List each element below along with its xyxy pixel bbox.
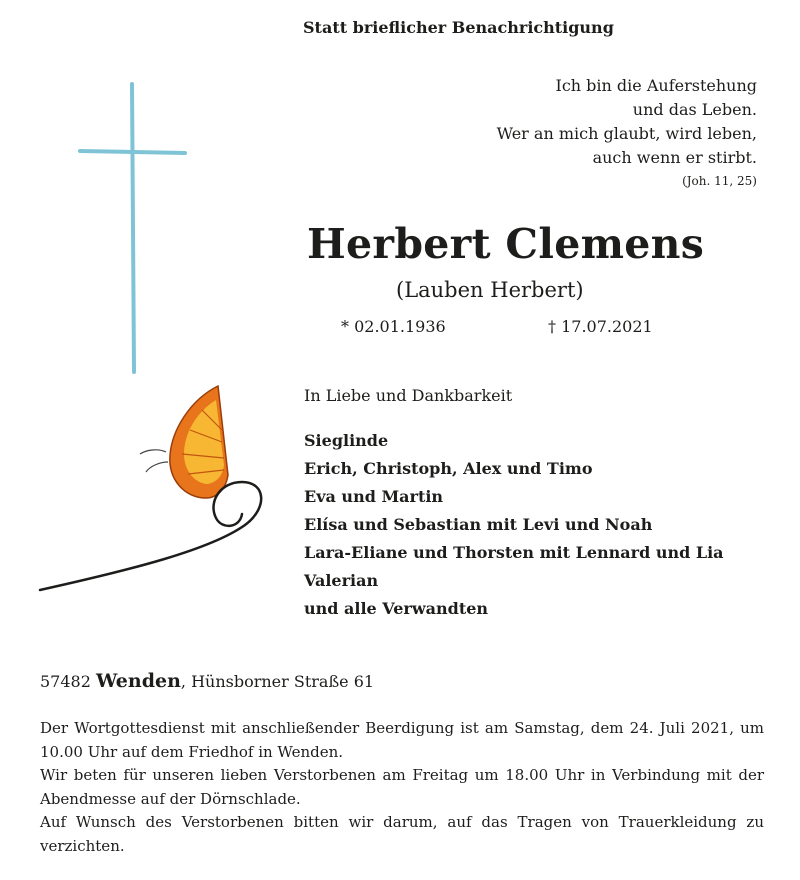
list-item: Sieglinde [304, 431, 389, 450]
mourners-list [304, 427, 724, 623]
birth-date: * 02.01.1936 [341, 317, 446, 336]
death-date: † 17.07.2021 [548, 317, 653, 336]
list-item: und alle Verwandten [304, 599, 489, 618]
verse-line: auch wenn er stirbt. [592, 148, 757, 167]
notice-paragraph: Auf Wunsch des Verstorbenen bitten wir darum, auf das Tragen von Trauerkleidung zu verzichten. [40, 813, 764, 855]
mourners-intro: In Liebe und Dankbarkeit [304, 386, 513, 405]
list-item: Elísa und Sebastian mit Levi und Noah [304, 515, 653, 534]
decoration-artwork [30, 70, 280, 610]
deceased-name: Herbert Clemens [307, 220, 705, 268]
bible-verse [497, 74, 757, 192]
list-item: Eva und Martin [304, 487, 444, 506]
verse-line: Ich bin die Auferstehung [555, 76, 757, 95]
deceased-nickname: (Lauben Herbert) [396, 278, 584, 302]
family-address [40, 670, 374, 692]
verse-reference: (Joh. 11, 25) [682, 174, 757, 188]
header-caption: Statt brieflicher Benachrichtigung [303, 18, 614, 37]
service-notice [40, 717, 764, 858]
address-postcode: 57482 [40, 672, 91, 691]
list-item: Erich, Christoph, Alex und Timo [304, 459, 593, 478]
address-city: Wenden [96, 670, 181, 692]
address-street: , Hünsborner Straße 61 [180, 672, 375, 691]
notice-paragraph: Wir beten für unseren lieben Verstorbenen am Freitag um 18.00 Uhr in Verbindung mit der Abendmesse auf der Dörnschlade. [40, 766, 764, 808]
list-item: Valerian [304, 571, 379, 590]
notice-paragraph: Der Wortgottesdienst mit anschließender Beerdigung ist am Samstag, dem 24. Juli 2021, um 10.00 Uhr auf dem Friedhof in Wenden. [40, 719, 764, 761]
verse-line: und das Leben. [632, 100, 757, 119]
list-item: Lara-Eliane und Thorsten mit Lennard und Lia [304, 543, 724, 562]
swirl-line-icon [40, 482, 261, 590]
butterfly-icon [140, 386, 228, 498]
verse-line: Wer an mich glaubt, wird leben, [496, 124, 757, 143]
cross-icon [80, 84, 185, 372]
